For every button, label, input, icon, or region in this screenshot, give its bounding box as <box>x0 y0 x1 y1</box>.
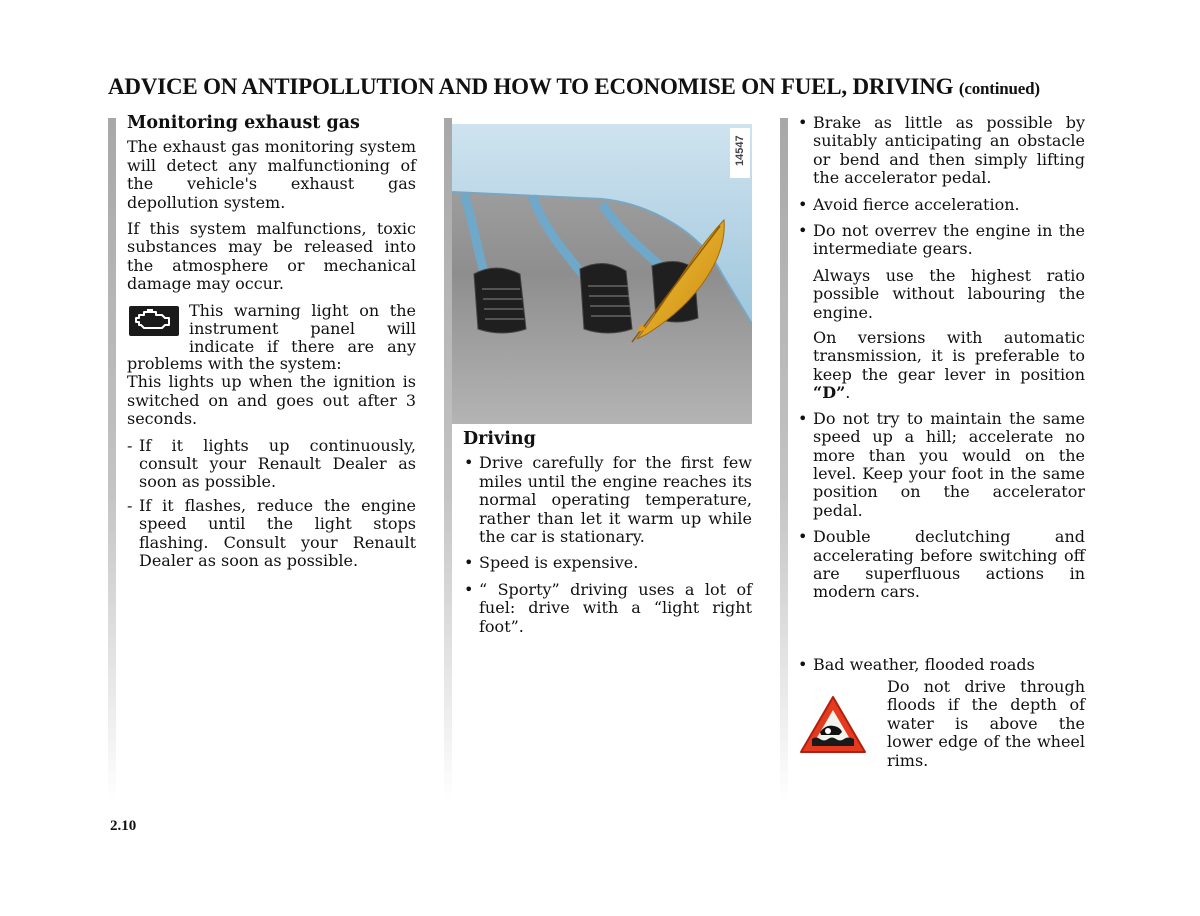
bullet-item: • Double declutching and accelerating before switching off are superfluous actions in modern cars. <box>797 528 1085 602</box>
sub-paragraph: Always use the highest ratio possible without labouring the engine. <box>813 265 1085 322</box>
section-heading-driving: Driving <box>463 429 536 449</box>
column-bar-right <box>780 118 788 803</box>
bullet-item: • Drive carefully for the first few miles until the engine reaches its normal operating temperature, rather than let it warm up while the car is stationary. <box>463 454 752 546</box>
bullet-item: • Avoid fierce acceleration. <box>797 196 1085 214</box>
image-code-text: 14547 <box>734 135 746 166</box>
flood-warning-icon <box>798 694 868 756</box>
page-number: 2.10 <box>110 818 137 834</box>
automatic-text-end: . <box>845 383 851 403</box>
paragraph: If this system malfunctions, toxic substances may be released into the atmosphere or mechanical damage may occur. <box>127 219 416 294</box>
section-heading-exhaust: Monitoring exhaust gas <box>127 113 360 133</box>
gear-position: “D” <box>813 383 846 403</box>
warning-text: This warning light on the instrument panel will indicate if there are any <box>189 300 416 357</box>
warning-text-tail: problems with the system: <box>127 353 342 373</box>
automatic-text: On versions with automatic transmission, it is preferable to keep the gear lever in position <box>813 328 1085 384</box>
bullet-item: • Do not overrev the engine in the intermediate gears. <box>797 222 1085 259</box>
paragraph: This lights up when the ignition is switched on and goes out after 3 seconds. <box>127 372 416 429</box>
image-code <box>734 128 750 168</box>
bullet-item: • Bad weather, flooded roads <box>797 656 1085 674</box>
engine-warning-icon <box>129 306 179 336</box>
title-continued: (continued) <box>958 79 1040 98</box>
bullet-item: • Speed is expensive. <box>463 554 752 572</box>
sub-paragraph-automatic <box>797 329 1085 403</box>
column-economy <box>797 114 1085 610</box>
column-driving <box>463 430 752 644</box>
bullet-item: • “ Sporty” driving uses a lot of fuel: drive with a “light right foot”. <box>463 581 752 636</box>
dash-item: - If it lights up continuously, consult your Renault Dealer as soon as possible. <box>127 437 416 492</box>
warning-light-note <box>127 302 416 357</box>
flood-warning-text: Do not drive through floods if the depth of water is above the lower edge of the wheel rims. <box>887 677 1085 770</box>
column-bar-middle <box>444 118 452 803</box>
dash-item: - If it flashes, reduce the engine speed until the light stops flashing. Consult your Renault Dealer as soon as possible. <box>127 497 416 571</box>
column-bar-left <box>108 118 116 803</box>
paragraph: The exhaust gas monitoring system will detect any malfunctioning of the vehicle's exhaust gas depollution system. <box>127 137 416 212</box>
bullet-item: • Do not try to maintain the same speed up a hill; accelerate no more than you would on the level. Keep your foot in the same position on the accelerator pedal. <box>797 410 1085 520</box>
column-exhaust <box>127 114 416 575</box>
bullet-item: • Brake as little as possible by suitably anticipating an obstacle or bend and then simply lifting the accelerator pedal. <box>797 114 1085 188</box>
title-main: ADVICE ON ANTIPOLLUTION AND HOW TO ECONOMISE ON FUEL, DRIVING <box>108 74 954 99</box>
page-title <box>108 74 1098 100</box>
pedals-illustration <box>452 124 752 424</box>
